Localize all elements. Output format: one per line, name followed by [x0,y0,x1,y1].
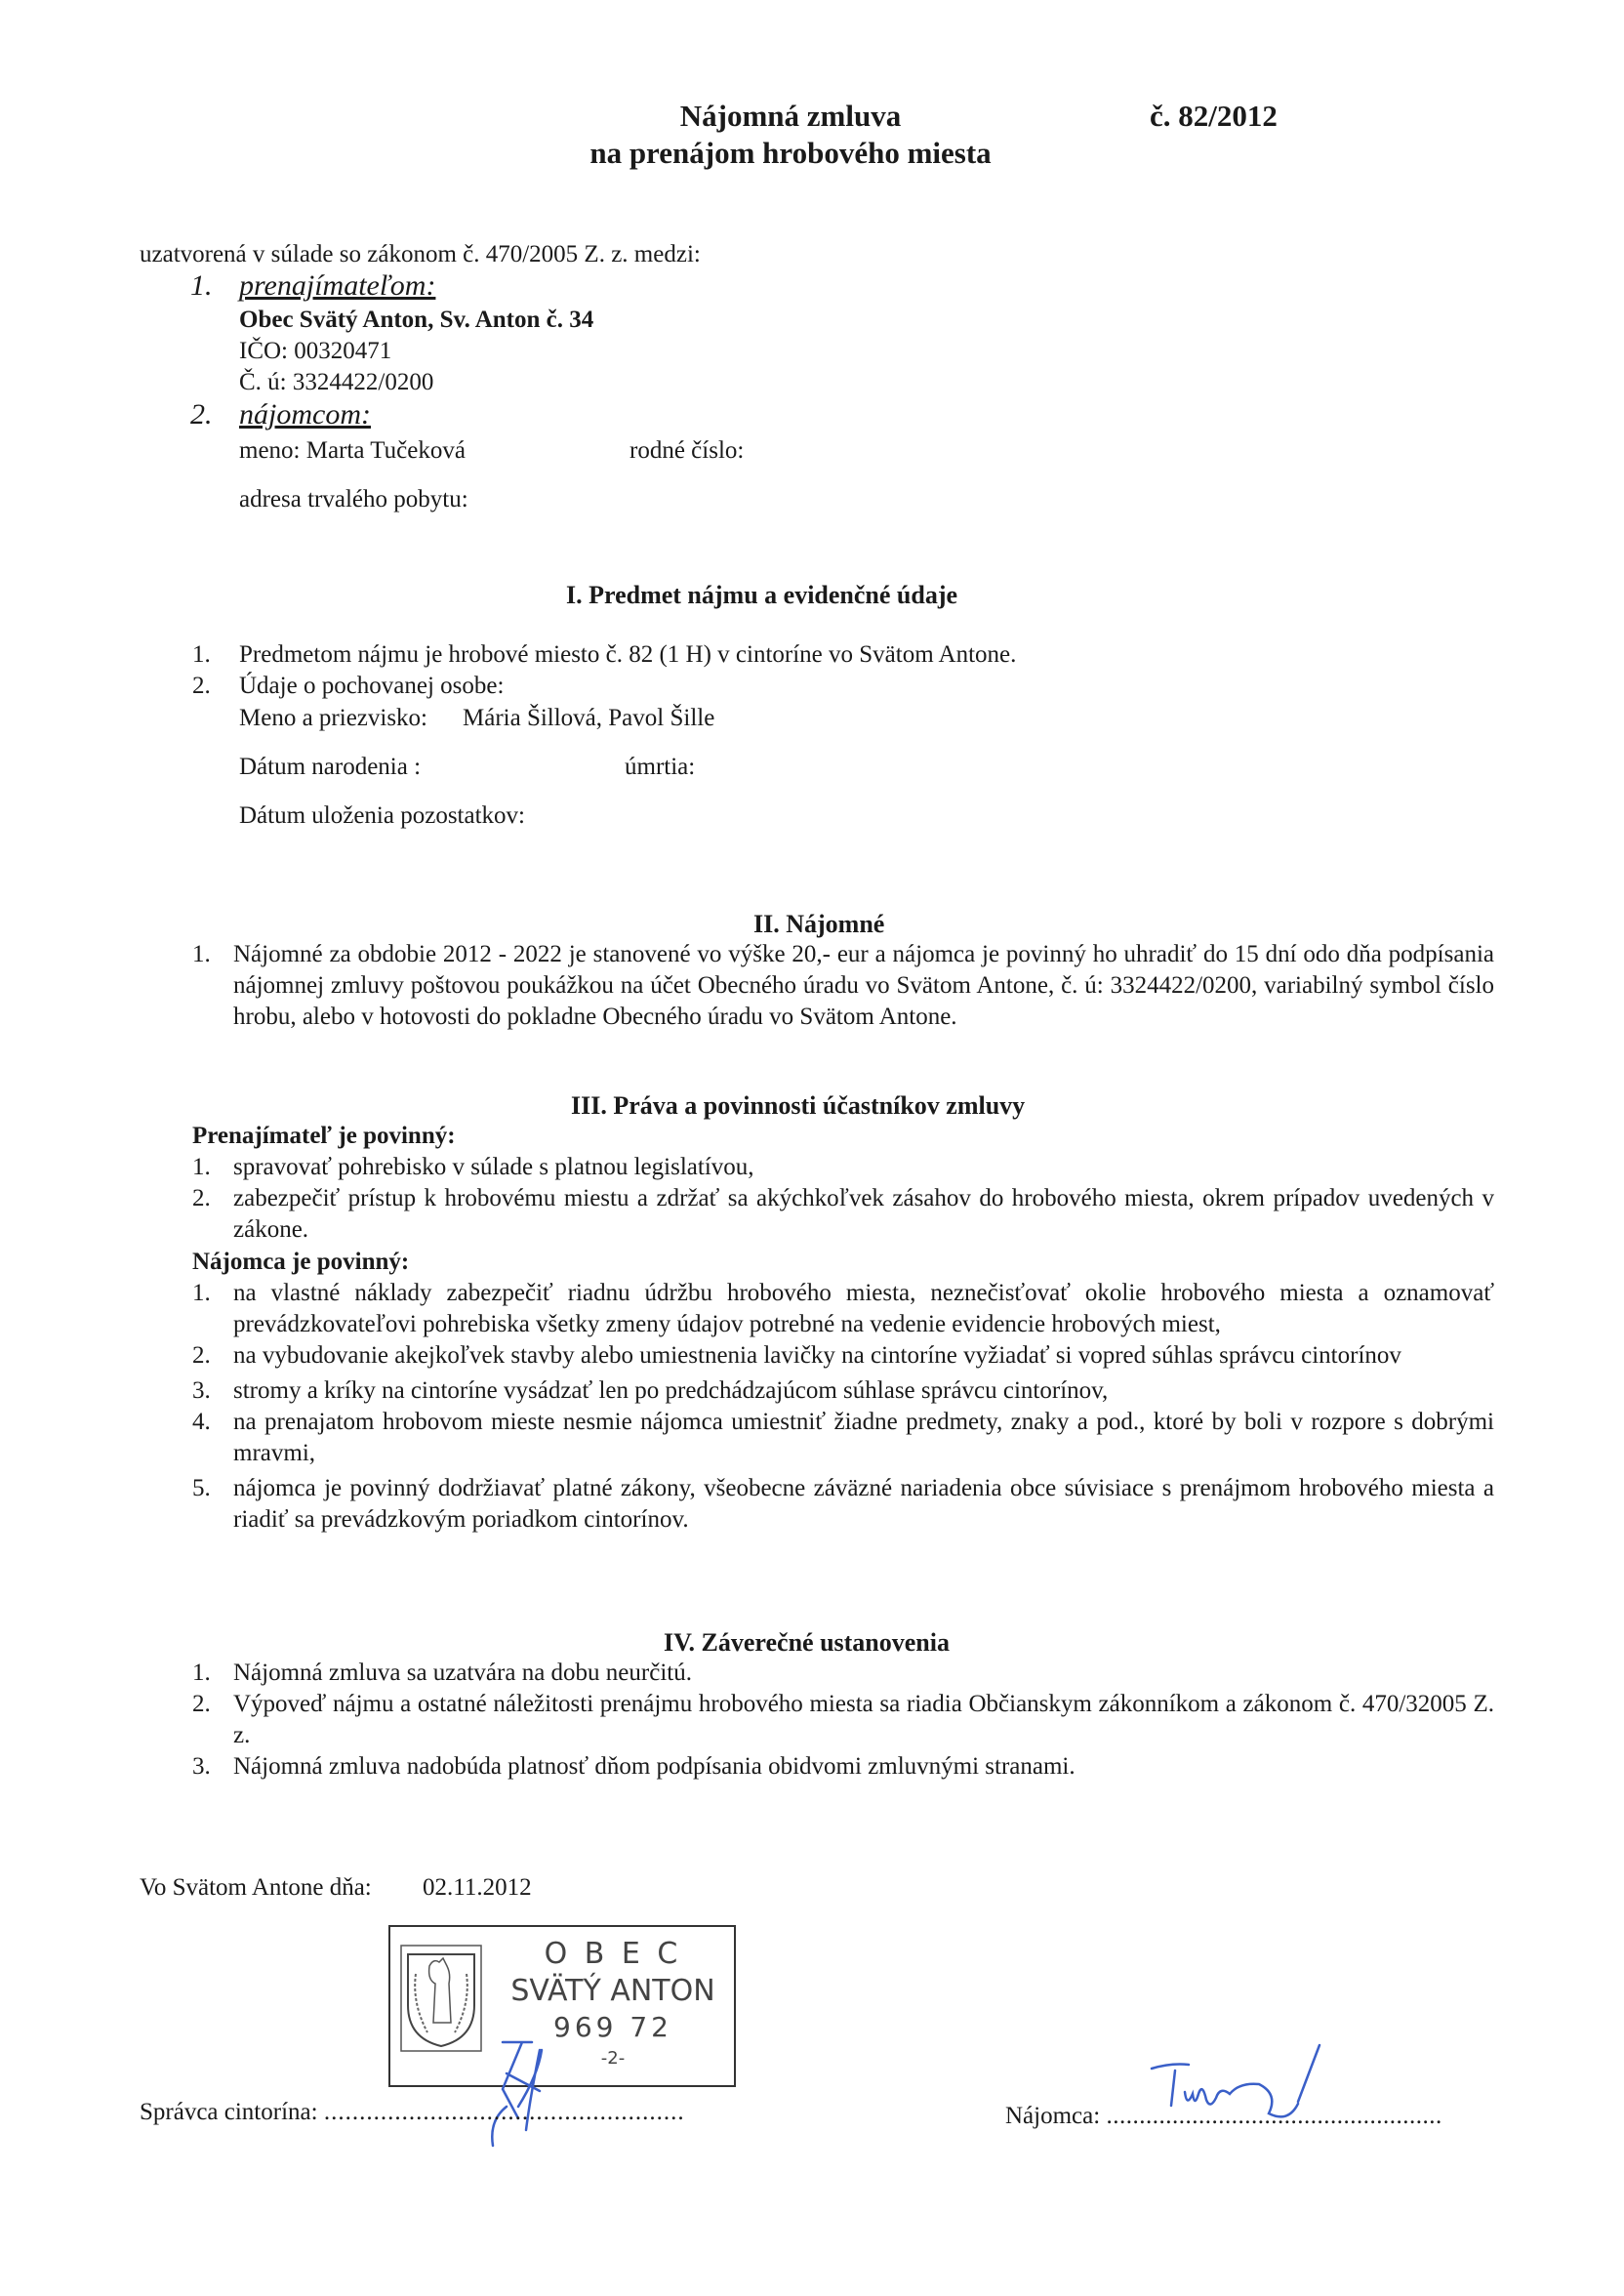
list-item [192,939,1494,1033]
stamp-line-3: 969 72 [553,2011,672,2043]
administrator-dots: ................................................... [323,2099,685,2125]
administrator-label: Správca cintorína: [140,2099,318,2125]
item-text: stromy a kríky na cintoríne vysádzať len po predchádzajúcom súhlase správcu cintorínov, [233,1377,1109,1404]
item-text: spravovať pohrebisko v súlade s platnou legislatívou, [233,1154,754,1180]
final-provisions-list [192,1658,1494,1783]
deceased-label: Meno a priezvisko: [239,705,428,731]
item-text: nájomca je povinný dodržiavať platné zákony, všeobecne záväzné nariadenia obce súvisiace s prenájmom hrobového miesta a riadiť sa prevádzkovým poriadkom cintorínov. [233,1475,1494,1533]
document-title [527,98,1054,172]
burial-date-label: Dátum uloženia pozostatkov: [239,802,525,829]
stamp-line-1: O B E C [544,1937,682,1971]
list-item [192,1183,1494,1246]
lessee-label: nájomcom: [239,398,371,430]
lessee-name: meno: Marta Tučeková [239,437,466,464]
item-text: na vybudovanie akejkoľvek stavby alebo umiestnenia lavičky na cintoríne vyžiadať si vopred súhlas správcu cintorínov [233,1342,1401,1369]
administrator-signature-line [140,2097,685,2128]
section-1-item-1: Predmetom nájmu je hrobové miesto č. 82 (1 H) v cintoríne vo Svätom Antone. [239,641,1017,668]
list-item [192,1278,1494,1340]
item-number: 1. [192,941,211,967]
list-item [192,1751,1494,1783]
list-item [192,1152,1494,1183]
item-text: Nájomné za obdobie 2012 - 2022 je stanovené vo výške 20,- eur a nájomca je povinný ho uhradiť do 15 dní odo dňa podpísania nájomnej zmluvy poštovou poukážkou na účet Obecného úradu vo Svätom Antone, č. ú: 3324422/0200, variabilný symbol číslo hrobu, alebo v hotovosti do pokladne Obecného úradu vo Svätom Antone. [233,941,1494,1030]
parties-intro: uzatvorená v súlade so zákonom č. 470/2005 Z. z. medzi: [140,241,701,267]
place-date-label: Vo Svätom Antone dňa: [140,1874,372,1901]
contract-number: č. 82/2012 [1150,99,1278,133]
item-text: Výpoveď nájmu a ostatné náležitosti prenájmu hrobového miesta sa riadia Občianskym zákonníkom a zákonom č. 470/32005 Z. z. [233,1691,1494,1748]
lessor-label: prenajímateľom: [239,269,436,302]
list-item [192,1658,1494,1689]
lessee-address-label: adresa trvalého pobytu: [239,486,468,512]
item-text: Nájomná zmluva nadobúda platnosť dňom podpísania obidvomi zmluvnými stranami. [233,1753,1076,1780]
item-number: 3. [192,1753,211,1780]
lessor-obligations-heading: Prenajímateľ je povinný: [192,1123,456,1149]
section-1-heading: I. Predmet nájmu a evidenčné údaje [566,581,958,609]
lessee-number: 2. [190,398,213,430]
lessee-birth-number-label: rodné číslo: [629,437,745,464]
item-number: 2. [192,1342,211,1369]
lessee-dots: ................................................... [1106,2103,1442,2129]
deceased-names: Mária Šillová, Pavol Šille [463,705,715,731]
list-item [192,1340,1494,1372]
item-number: 3. [192,1377,211,1404]
lessor-obligations-list [192,1152,1494,1246]
item-number: 1. [192,1660,211,1686]
section-2-list [192,939,1494,1033]
item-number: 2. [192,1691,211,1717]
section-4-heading: IV. Záverečné ustanovenia [664,1628,950,1657]
list-item [192,1689,1494,1751]
death-date-label: úmrtia: [625,754,696,780]
list-item [192,1375,1494,1407]
item-number: 1. [192,1280,211,1306]
lessor-account: Č. ú: 3324422/0200 [239,369,434,395]
item-text: Nájomná zmluva sa uzatvára na dobu neurčitú. [233,1660,692,1686]
item-text: na vlastné náklady zabezpečiť riadnu údržbu hrobového miesta, neznečisťovať okolie hrobového miesta a oznamovať prevádzkovateľovi pohrebiska všetky zmeny údajov potrebné na vedenie evidencie hrobových miest, [233,1280,1494,1337]
section-1-item-1-number: 1. [192,641,211,668]
section-1-item-2-number: 2. [192,673,211,699]
lessee-label: Nájomca: [1005,2103,1101,2129]
section-3-heading: III. Práva a povinnosti účastníkov zmluvy [571,1091,1026,1120]
lessor-number: 1. [190,269,213,302]
item-text: zabezpečiť prístup k hrobovému miestu a zdržať sa akýchkoľvek zásahov do hrobového miesta, okrem prípadov uvedených v zákone. [233,1185,1494,1243]
stamp-line-4: -2- [600,2048,626,2069]
item-number: 4. [192,1409,211,1435]
lessee-obligations-heading: Nájomca je povinný: [192,1249,410,1275]
list-item [192,1473,1494,1536]
lessor-ico: IČO: 00320471 [239,338,392,364]
signing-date: 02.11.2012 [423,1874,532,1901]
section-2-heading: II. Nájomné [753,910,885,938]
section-1-item-2: Údaje o pochovanej osobe: [239,673,505,699]
title-line-2: na prenájom hrobového miesta [589,136,992,170]
lessee-obligations-list [192,1278,1494,1536]
lessee-signature-line [1005,2101,1442,2132]
item-text: na prenajatom hrobovom mieste nesmie nájomca umiestniť žiadne predmety, znaky a pod., ktoré by boli v rozpore s dobrými mravmi, [233,1409,1494,1466]
stamp-line-2: SVÄTÝ ANTON [510,1974,715,2008]
item-number: 2. [192,1185,211,1211]
birth-date-label: Dátum narodenia : [239,754,422,780]
lessor-name: Obec Svätý Anton, Sv. Anton č. 34 [239,307,594,333]
title-line-1: Nájomná zmluva [679,99,902,133]
list-item [192,1407,1494,1469]
item-number: 1. [192,1154,211,1180]
item-number: 5. [192,1475,211,1501]
administrator-signature [425,2030,551,2157]
